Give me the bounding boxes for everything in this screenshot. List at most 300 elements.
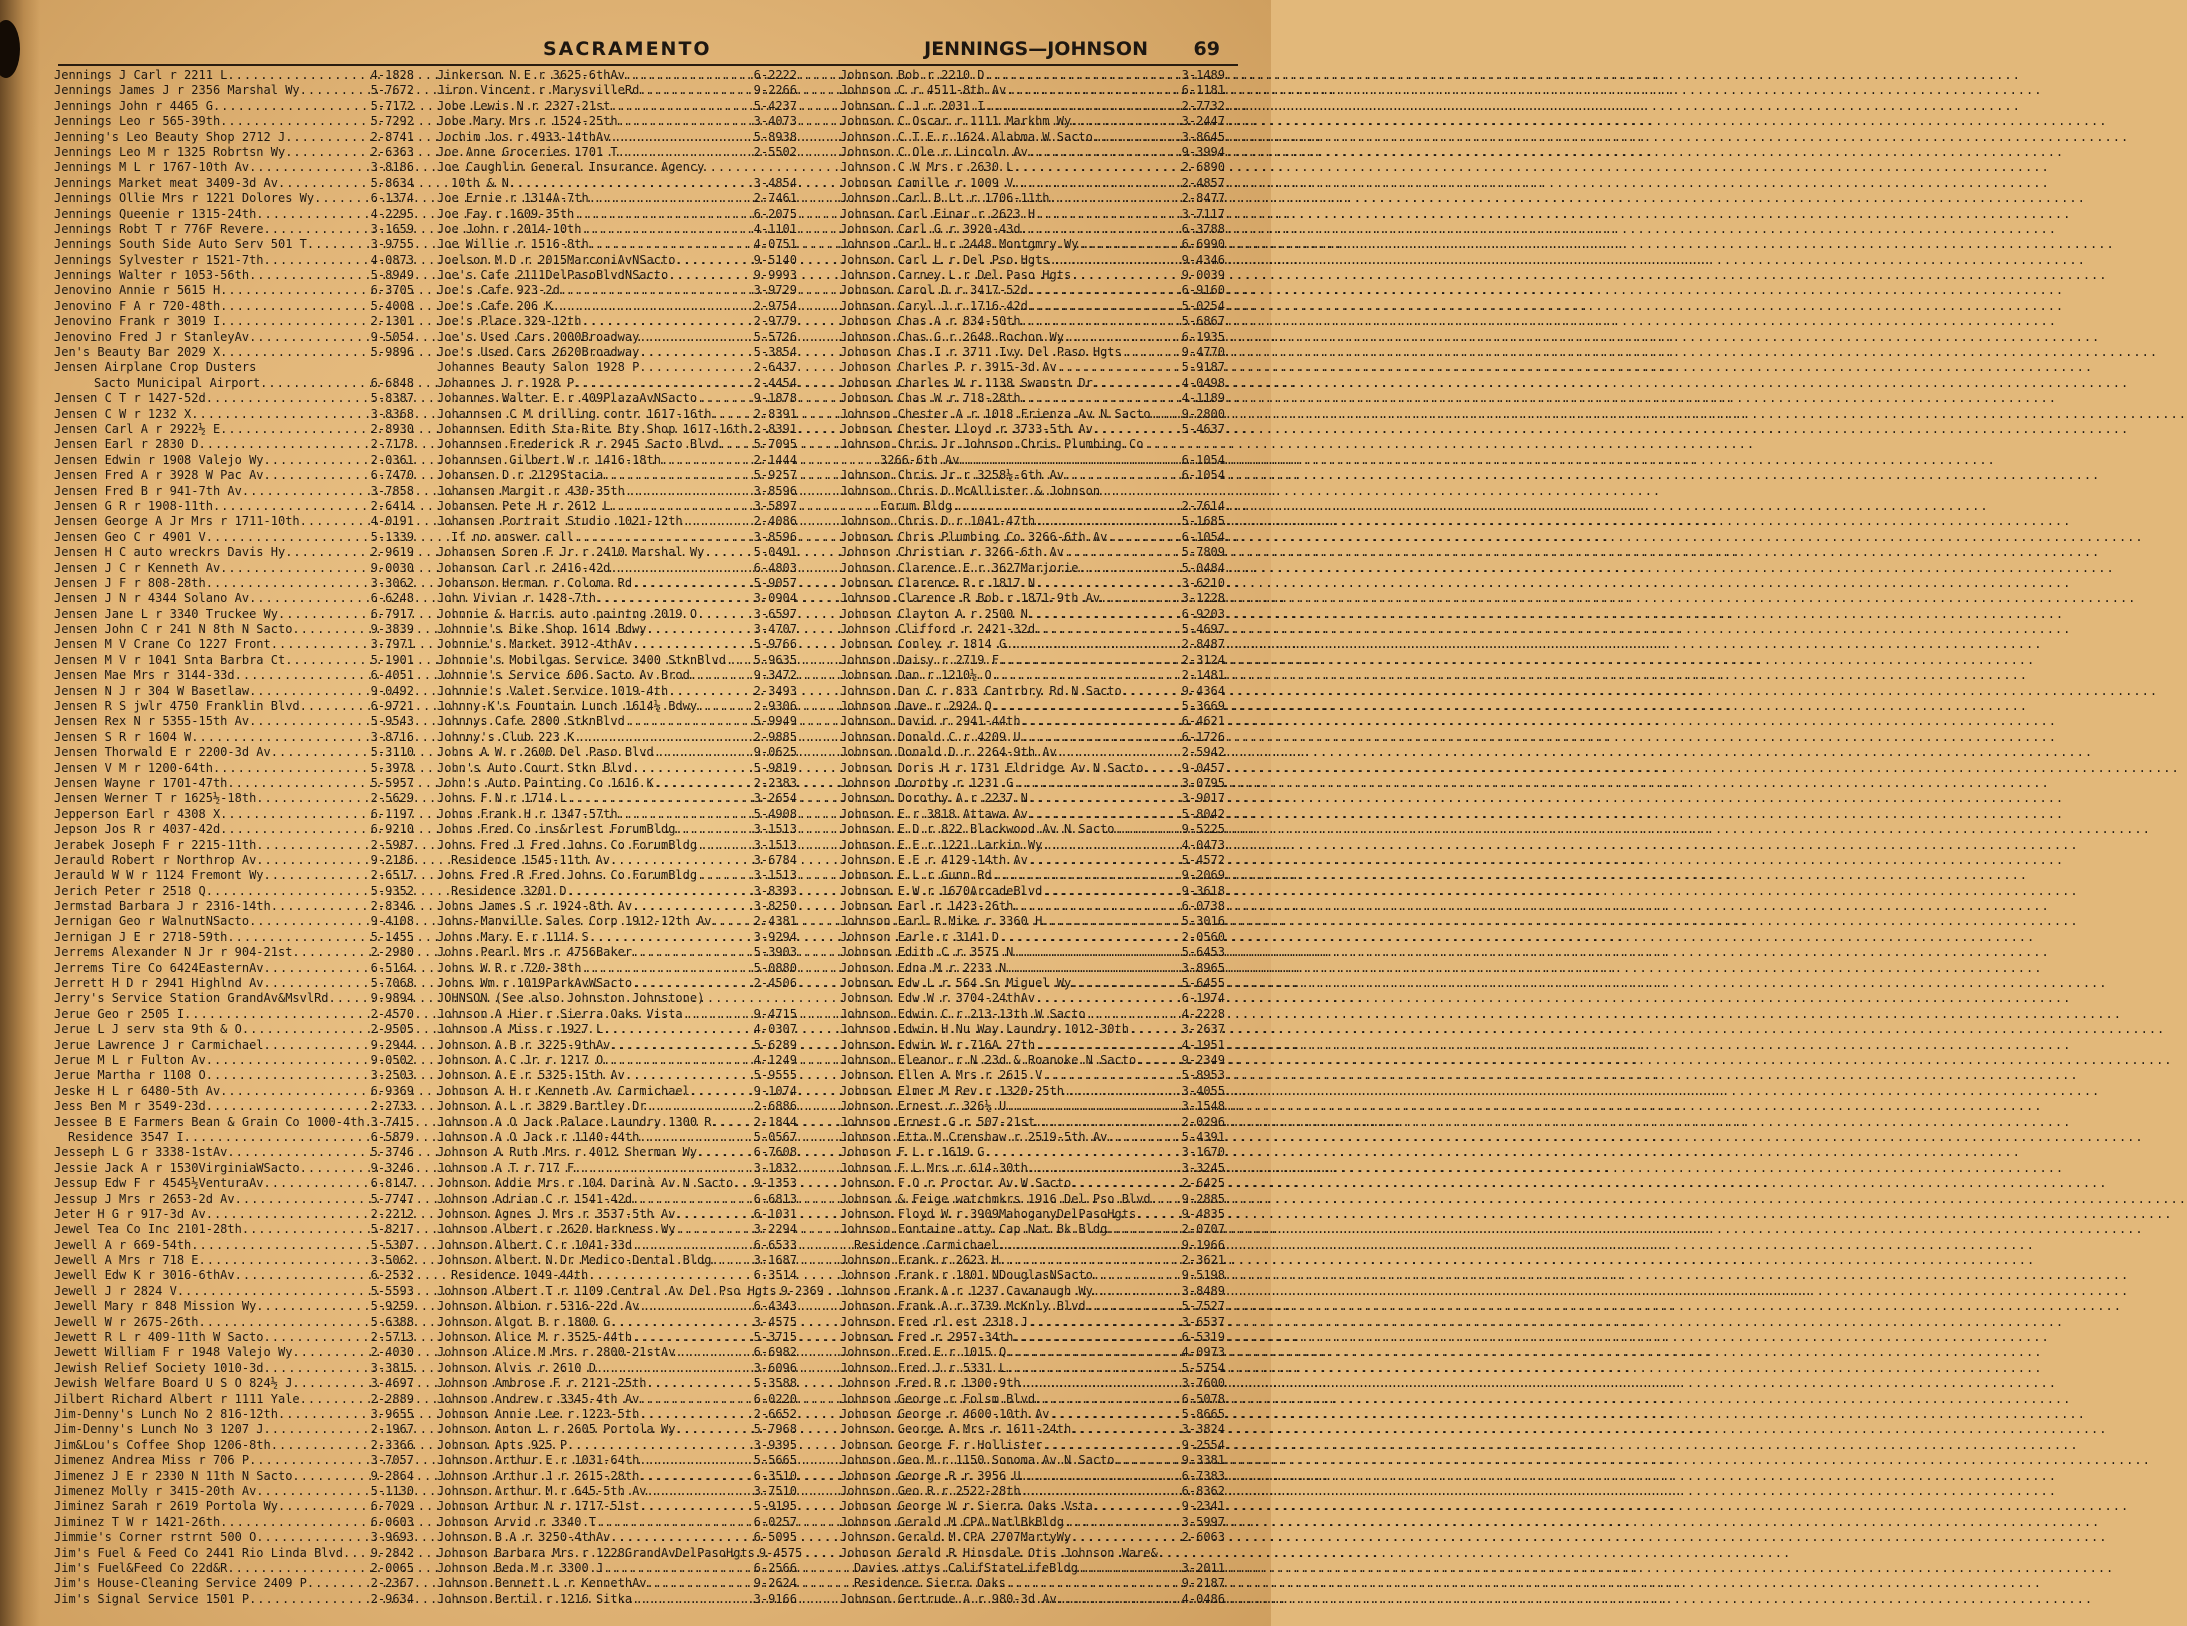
listing-entry: [840, 360, 1225, 375]
listing-name: Jennings Sylvester r 1521-7th: [54, 252, 264, 267]
leader-dots: [632, 1330, 754, 1345]
phone-number: 2-5987: [370, 837, 414, 852]
phone-number: 2-9885: [753, 729, 797, 744]
leader-dots: [1021, 314, 1182, 329]
listing-name: Jewell A r 669-54th: [54, 1237, 192, 1252]
phone-number: 2-2733: [370, 1099, 414, 1114]
leader-dots: [1064, 1084, 1182, 1099]
phone-number: 2-3493: [753, 683, 797, 698]
listing-name: Jenovino Annie r 5615 H: [54, 283, 221, 298]
leader-dots: [639, 1407, 753, 1422]
listing-entry: [437, 930, 797, 945]
listing-entry: [840, 1469, 1225, 1484]
leader-dots: [300, 1161, 371, 1176]
listing-entry: [437, 684, 797, 699]
listing-entry: [437, 1253, 797, 1268]
listing-entry: [437, 130, 797, 145]
listing-name: Jenovino F A r 720-48th: [54, 298, 221, 313]
listing-column-2: [437, 68, 824, 1607]
leader-dots: [213, 99, 371, 114]
leader-dots: [985, 1145, 1182, 1160]
listing-name: Jerue M L r Fulton Av: [54, 1053, 206, 1067]
listing-name: Residence 3201 D: [451, 883, 567, 898]
listing-name: Joe Caughlin General Insurance Agency: [437, 160, 705, 175]
listing-name: Johnson Carl Einar r 2623 H: [840, 206, 1036, 221]
listing-entry: [437, 1453, 797, 1468]
leader-dots: [1028, 791, 1182, 806]
phone-number: 3-1513: [753, 837, 797, 852]
listing-name: Johnson George A Mrs r 1611-24th: [840, 1422, 1072, 1437]
leader-dots: [300, 514, 371, 529]
listing-entry: [437, 668, 797, 683]
phone-number: 5-8938: [753, 129, 797, 144]
listing-entry: [437, 1330, 797, 1345]
listing-entry: [54, 884, 414, 899]
listing-entry: [54, 299, 414, 314]
leader-dots: [249, 268, 371, 283]
listing-entry: [437, 145, 797, 160]
listing-entry: [54, 591, 414, 606]
listing-name: Johnson Frank r 2623 H: [840, 1253, 999, 1268]
listing-entry: [54, 114, 414, 129]
listing-entry: [840, 176, 1225, 191]
listing-name: Johnson Annie Lee r 1223-5th: [437, 1406, 640, 1421]
listing-entry: [54, 653, 414, 668]
phone-number: 2-2889: [370, 1391, 414, 1406]
phone-number: 9-4575: [758, 1545, 803, 1560]
name-range-heading: JENNINGS—JOHNSON: [924, 38, 1148, 60]
listing-name: Jennings Walter r 1053-56th: [54, 268, 250, 283]
listing-name: Johnson George R r 3956 U: [840, 1468, 1021, 1483]
listing-entry: [54, 1161, 414, 1176]
listing-name: Joe's Used Cars 2000Broadway: [437, 329, 640, 344]
leader-dots: [589, 237, 754, 252]
listing-name: Johnson Clarence E r 3627Marjorie: [840, 560, 1079, 575]
leader-dots: [610, 499, 753, 514]
listing-entry: [54, 1438, 414, 1453]
phone-number: 2-4454: [753, 375, 797, 390]
leader-dots: [199, 1315, 371, 1330]
listing-name: Johnson Chris Jr r 3258½-6th Av: [840, 468, 1064, 483]
phone-number: 5-4008: [370, 298, 414, 313]
listing-entry: [840, 761, 1225, 776]
phone-number: 2-9505: [370, 1022, 414, 1037]
leader-dots: [227, 68, 370, 83]
phone-number: 5-3669: [1181, 699, 1225, 714]
listing-entry: [54, 1299, 414, 1314]
listing-name: Jilbert Richard Albert r 1111 Yale: [54, 1391, 300, 1406]
listing-name: Johannsen Edith Sta-Rite Bty Shop 1617-16th: [437, 421, 748, 436]
phone-number: 5-7747: [370, 1191, 414, 1206]
listing-name: Jernigan J E r 2718-59th: [54, 929, 228, 944]
leader-dots: [632, 945, 754, 960]
listing-name: Johnnie's Mobilgas Service 3400 StknBlvd: [437, 652, 726, 667]
listing-entry: [840, 961, 1225, 976]
phone-number: 6-7383: [1181, 1468, 1225, 1483]
listing-entry: [840, 222, 1225, 237]
leader-dots: [1093, 1268, 1182, 1283]
leader-dots: [560, 283, 754, 298]
listing-name: Jensen Fred B r 941-7th Av: [54, 483, 242, 498]
listing-name: Jenning's Leo Beauty Shop 2712 J: [54, 129, 286, 144]
leader-dots: [1013, 176, 1181, 191]
leader-dots: [285, 130, 370, 145]
leader-dots: [1078, 1561, 1182, 1576]
listing-name: Jewish Relief Society 1010-3d: [54, 1360, 264, 1375]
leader-dots: [1028, 853, 1182, 868]
listing-name: Johnson Ellen A Mrs r 2615 V: [840, 1068, 1043, 1083]
leader-dots: [647, 1099, 754, 1114]
listing-name: Johnson Clayton A r 2500 N: [840, 606, 1028, 621]
phone-number: 6-7608: [753, 1145, 797, 1160]
listing-entry: [840, 1176, 1225, 1191]
phone-number: 4-0973: [1181, 1345, 1225, 1360]
listing-entry: [54, 330, 414, 345]
phone-number: 4-0873: [370, 252, 414, 267]
listing-name: Johnson C Oscar r 1111 Markhm Wy: [840, 114, 1072, 129]
phone-number: 5-7172: [370, 98, 414, 113]
listing-entry: [437, 1068, 797, 1083]
leader-dots: [199, 437, 371, 452]
phone-number: 5-3854: [753, 345, 797, 360]
phone-number: 5-8387: [370, 391, 414, 406]
listing-name: Jessee B E Farmers Bean & Grain Co 1000-4th: [54, 1114, 365, 1129]
leader-dots: [1143, 761, 1181, 776]
phone-number: 6-4343: [753, 1299, 797, 1314]
listing-name: Jermstad Barbara J r 2316-14th: [54, 899, 271, 914]
listing-name: Jennings South Side Auto Serv 501 T: [54, 237, 307, 252]
phone-number: 9-4715: [753, 1006, 797, 1021]
listing-name: Johnson Bennett L r KennethAv: [437, 1576, 647, 1591]
listing-entry: [437, 422, 797, 437]
listing-entry: [437, 776, 797, 791]
listing-entry: [840, 1407, 1225, 1422]
phone-number: 5-0491: [753, 545, 797, 560]
leader-dots: [256, 791, 370, 806]
listing-name: 3266-6th Av: [880, 452, 960, 467]
phone-number: 9-1878: [753, 391, 797, 406]
listing-name: Johnson Edwin H Nu Way Laundry 1012-30th: [840, 1022, 1129, 1037]
phone-number: 5-3715: [753, 1330, 797, 1345]
listing-entry: [54, 930, 414, 945]
listing-name: Johnson C Ole r Lincoln Av: [840, 144, 1028, 159]
listing-name: Jerue L J serv sta 9th & O: [54, 1022, 242, 1037]
phone-number: 3-7057: [370, 1453, 414, 1468]
listing-name: Johnson Caryl J r 1716-42d: [840, 298, 1028, 313]
leader-dots: [220, 1084, 370, 1099]
phone-number: 5-8953: [1181, 1068, 1225, 1083]
phone-number: 5-0567: [753, 1129, 797, 1144]
listing-entry: [54, 1453, 414, 1468]
listing-name: Johnson Daisy r 2719 F: [840, 652, 999, 667]
listing-name: Johnson A T r 717 F: [437, 1160, 575, 1175]
listing-name: Johnson & Feige watchmkrs 1916 Del Pso Blvd: [840, 1191, 1151, 1206]
leader-dots: [661, 453, 754, 468]
listing-name: Johnson Dan r 1210½ O: [840, 668, 992, 683]
phone-number: 3-3815: [370, 1360, 414, 1375]
phone-number: 2-6414: [370, 498, 414, 513]
listing-entry: [840, 114, 1225, 129]
phone-number: 9-1353: [753, 1176, 797, 1191]
listing-entry: [54, 68, 414, 83]
listing-name: Johnson Dorothy r 1231 G: [840, 775, 1014, 790]
listing-entry: [840, 868, 1225, 883]
listing-name: Jerue Geo r 2505 I: [54, 1006, 185, 1021]
phone-number: 4-1101: [753, 221, 797, 236]
phone-number: 6-1031: [753, 1206, 797, 1221]
listing-entry: [840, 807, 1225, 822]
phone-number: 2-4030: [370, 1345, 414, 1360]
phone-number: 5-5754: [1181, 1360, 1225, 1375]
page-header: [58, 34, 1238, 66]
listing-entry: [840, 299, 1225, 314]
listing-entry: [840, 1438, 1225, 1453]
listing-name: Johnson Agnes J Mrs r 3537-5th Av: [437, 1206, 676, 1221]
phone-number: 3-2011: [1181, 1560, 1225, 1575]
phone-number: 3-8645: [1181, 129, 1225, 144]
phone-number: 5-9949: [753, 714, 797, 729]
phone-number: 5-3978: [370, 760, 414, 775]
phone-number: 3-8368: [370, 406, 414, 421]
leader-dots: [264, 453, 371, 468]
phone-number: 4-0498: [1181, 375, 1225, 390]
phone-number: 5-1685: [1181, 514, 1225, 529]
listing-name: Johnson Albion r 5316-22d Av: [437, 1299, 640, 1314]
listing-entry: [54, 838, 414, 853]
listing-name: Johns-Manville Sales Corp 1912-12th Av: [437, 914, 712, 929]
listing-name: Johnson Frank r 1801 NDouglasNSacto: [840, 1268, 1093, 1283]
leader-dots: [264, 976, 371, 991]
phone-number: 4-1189: [1181, 391, 1225, 406]
listing-name: Johnson A O Jack r 1140-44th: [437, 1129, 640, 1144]
listing-name: Johnson Geo R r 2522-28th: [840, 1483, 1021, 1498]
phone-number: 6-7029: [370, 1499, 414, 1514]
phone-number: 3-4073: [753, 114, 797, 129]
listing-name: Jensen M V Crane Co 1227 Front: [54, 637, 271, 652]
listing-entry: [840, 345, 1225, 360]
listing-name: Johnson Alvis r 2610 D: [437, 1360, 596, 1375]
listing-name: Johnson George r 4600-10th Av: [840, 1406, 1050, 1421]
listing-entry: [437, 1192, 797, 1207]
listing-name: Joe Fay r 1609-35th: [437, 206, 575, 221]
listing-name: Johnson B A r 3250-4thAv: [437, 1530, 611, 1545]
listing-name: John's Auto Court Stkn Blvd: [437, 760, 633, 775]
listing-entry: [840, 407, 1225, 422]
listing-entry: [54, 668, 414, 683]
phone-number: 9-2369: [780, 1283, 824, 1298]
listing-entry: [840, 545, 1225, 560]
leader-dots: [227, 930, 370, 945]
listing-name: Johns F N r 1714 L: [437, 791, 568, 806]
leader-dots: [567, 884, 754, 899]
listing-name: Jensen Wayne r 1701-47th: [54, 775, 228, 790]
phone-number: 5-0484: [1181, 560, 1225, 575]
leader-dots: [1078, 561, 1181, 576]
listing-name: Johnson E D r 822 Blackwood Av N Sacto: [840, 822, 1115, 837]
listing-name: Johnson Alice M Mrs r 2800-21stAv: [437, 1345, 676, 1360]
phone-number: 3-6210: [1181, 575, 1225, 590]
leader-dots: [1064, 1515, 1182, 1530]
leader-dots: [1129, 1022, 1182, 1037]
phone-number: 5-9555: [753, 1068, 797, 1083]
leader-dots: [625, 484, 754, 499]
listing-entry: [54, 1576, 414, 1591]
phone-number: 2-6437: [753, 360, 797, 375]
phone-number: 6-1197: [370, 806, 414, 821]
leader-dots: [220, 314, 370, 329]
listing-entry: [840, 499, 1225, 514]
listing-name: Johnson Earl r 1423-26th: [840, 899, 1014, 914]
leader-dots: [603, 468, 753, 483]
listing-name: Johannes Walter E r 409PlazaAvNSacto: [437, 391, 698, 406]
leader-dots: [329, 991, 371, 1006]
phone-number: 6-7470: [370, 468, 414, 483]
listing-entry: [840, 1530, 1225, 1545]
phone-number: 3-9693: [370, 1530, 414, 1545]
phone-number: 3-2654: [753, 791, 797, 806]
leader-dots: [675, 253, 753, 268]
listing-name: Jennings M L r 1767-10th Av: [54, 160, 250, 175]
leader-dots: [249, 714, 371, 729]
leader-dots: [278, 176, 371, 191]
listing-entry: [54, 868, 414, 883]
leader-dots: [1028, 607, 1182, 622]
listing-entry: [437, 1145, 797, 1160]
leader-dots: [1013, 160, 1181, 175]
listing-name: Johnson Gertrude A r 980-3d Av: [840, 1591, 1057, 1606]
listing-name: Joe Ernie r 1314A-7th: [437, 191, 589, 206]
phone-number: 9-5198: [1181, 1268, 1225, 1283]
listing-entry: [437, 1007, 797, 1022]
leader-dots: [249, 591, 371, 606]
phone-number: 3-8965: [1181, 960, 1225, 975]
listing-name: Johnson Chas I r 3711 Ivy Del Paso Hgts: [840, 345, 1122, 360]
listing-name: If no answer call: [451, 529, 574, 544]
phone-number: 2-6886: [753, 1099, 797, 1114]
listing-entry: [437, 468, 797, 483]
listing-name: Johnson Gerald M CPA NatlBkBldg: [840, 1514, 1064, 1529]
listing-name: Johnson Camille r 1009 V: [840, 175, 1014, 190]
listing-entry: [840, 237, 1225, 252]
leader-dots: [610, 1530, 753, 1545]
listing-entry: [840, 1192, 1225, 1207]
listing-name: Jiminez T W r 1421-26th: [54, 1514, 221, 1529]
listing-name: Johnson E E r 4129-14th Av: [840, 852, 1028, 867]
leader-dots: [603, 1022, 753, 1037]
listing-name: Johnnie's Bike Shop 1614 Bdwy: [437, 622, 647, 637]
leader-dots: [654, 776, 754, 791]
listing-name: Johansen Portrait Studio 1021-12th: [437, 514, 683, 529]
listing-name: Jerich Peter r 2518 Q: [54, 883, 206, 898]
listing-name: Johns A W r 2600 Del Paso Blvd: [437, 745, 654, 760]
phone-number: 2-5629: [370, 791, 414, 806]
listing-name: Jensen Geo C r 4901 V: [54, 529, 206, 544]
listing-entry: [437, 561, 797, 576]
listing-entry: [840, 530, 1225, 545]
leader-dots: [1071, 1530, 1181, 1545]
phone-number: 6-6848: [370, 375, 414, 390]
phone-number: 4-0473: [1181, 837, 1225, 852]
leader-dots: [249, 1592, 371, 1607]
listing-name: Jensen Thorwald E r 2200-3d Av: [54, 745, 271, 760]
phone-number: 9-5140: [753, 252, 797, 267]
leader-dots: [206, 530, 371, 545]
phone-number: 9-2187: [1181, 1576, 1225, 1591]
phone-number: 3-7415: [370, 1114, 414, 1129]
leader-dots: [610, 130, 753, 145]
phone-number: 3-6784: [753, 852, 797, 867]
listing-entry: [840, 1315, 1225, 1330]
listing-name: Jernigan Geo r WalnutNSacto: [54, 914, 250, 929]
leader-dots: [1021, 1469, 1182, 1484]
phone-number: 5-7672: [370, 83, 414, 98]
listing-name: JOHNSON (See also Johnston Johnstone): [437, 991, 705, 1006]
phone-number: 9-0457: [1181, 760, 1225, 775]
listing-name: Johnson A Ruth Mrs r 4012 Sherman Wy: [437, 1145, 698, 1160]
leader-dots: [307, 237, 371, 252]
phone-number: 5-1455: [370, 929, 414, 944]
leader-dots: [1028, 1315, 1182, 1330]
listing-entry: [437, 268, 797, 283]
listing-entry: [54, 1376, 414, 1391]
listing-entry: [437, 791, 797, 806]
leader-dots: [256, 853, 370, 868]
phone-number: 5-8665: [1181, 1406, 1225, 1421]
listing-name: Johnson Carl H r 2448 Montgmry Wy: [840, 237, 1079, 252]
leader-dots: [242, 1222, 371, 1237]
leader-dots: [675, 1422, 753, 1437]
phone-number: 2-1444: [753, 452, 797, 467]
listing-entry: [54, 1068, 414, 1083]
listing-entry: [437, 530, 797, 545]
phone-number: 9-5225: [1181, 822, 1225, 837]
leader-dots: [1006, 1099, 1181, 1114]
listing-name: Johnson Fred E r 1015 Q: [840, 1345, 1007, 1360]
listing-name: Johnson Doris H r 1731 Eldridge Av N Sacto: [840, 760, 1144, 775]
leader-dots: [256, 207, 370, 222]
phone-number: 3-5897: [753, 498, 797, 513]
phone-number: 6-0220: [753, 1391, 797, 1406]
leader-dots: [952, 499, 1181, 514]
listing-entry: [437, 314, 797, 329]
listing-entry: [437, 991, 797, 1006]
phone-number: 5-9352: [370, 883, 414, 898]
phone-number: 6-6813: [753, 1191, 797, 1206]
listing-name: Jensen S R r 1604 W: [54, 729, 192, 744]
leader-dots: [675, 822, 753, 837]
listing-entry: [54, 1084, 414, 1099]
leader-dots: [264, 1422, 371, 1437]
leader-dots: [1035, 514, 1182, 529]
listing-entry: [840, 130, 1225, 145]
listing-name: Johnson A Hier r Sierra Oaks Vista: [437, 1006, 683, 1021]
listing-entry: [54, 730, 414, 745]
leader-dots: [574, 530, 754, 545]
listing-entry: [54, 545, 414, 560]
listing-entry: [840, 207, 1225, 222]
listing-entry: [437, 1084, 797, 1099]
listing-entry: [437, 961, 797, 976]
phone-number: 5-9819: [753, 760, 797, 775]
leader-dots: [292, 1376, 370, 1391]
leader-dots: [1093, 422, 1182, 437]
leader-dots: [300, 83, 371, 98]
leader-dots: [1071, 114, 1181, 129]
listing-entry: [840, 699, 1225, 714]
phone-number: 6-4051: [370, 668, 414, 683]
phone-number: 5-7095: [753, 437, 797, 452]
listing-name: Johnson Conley r 1814 G: [840, 637, 1007, 652]
